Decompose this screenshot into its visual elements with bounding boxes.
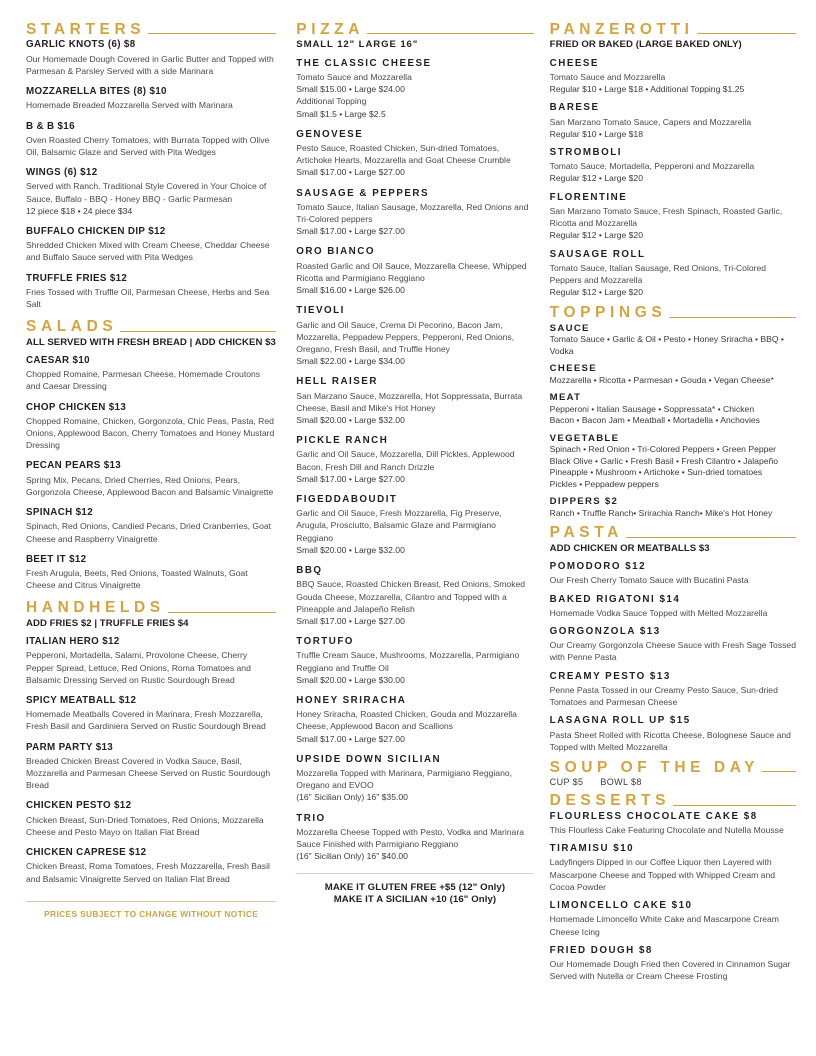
section-header-desserts [550,793,796,809]
menu-item-italian-hero[interactable] [26,636,276,686]
item-description: Spring Mix, Pecans, Dried Cherries, Red Onions, Pears, Gorgonzola Cheese, Applewood Bacon and Balsamic Vinaigrette [26,474,274,497]
menu-item-spinach[interactable] [26,507,276,545]
menu-item-pickle-ranch[interactable] [296,435,533,485]
toppings-category: CHEESE [549,363,597,375]
menu-column-middle [288,22,541,907]
toppings-list: Pickles • Peppadew peppers [549,478,659,489]
item-description: Served with Ranch. Traditional Style Covered in Your Choice of Sauce, Buffalo - BBQ - Honey BBQ - Garlic Parmesan [26,181,267,204]
item-name: GARLIC KNOTS (6) $8 [26,39,136,51]
section-title: PASTA [549,524,623,542]
menu-item-truffle-fries[interactable] [26,273,276,311]
item-description: Homemade Limoncello White Cake and Mascarpone Cream Cheese Icing [549,914,779,937]
item-name: TORTUFO [296,636,354,648]
menu-item-buffalo-chicken-dip[interactable] [26,226,276,264]
toppings-group-dippers [550,496,796,519]
item-description: San Marzano Sauce, Mozzarella, Hot Soppressata, Burrata Cheese, Basil and Mike's Hot Honey [296,390,523,413]
item-description: Our Homemade Dough Fried then Covered in Cinnamon Sugar Served with Nutella or Cream Cheese Frosting [549,958,791,982]
menu-item-gorgonzola[interactable] [550,626,796,664]
menu-item-honey-sriracha[interactable] [296,695,533,745]
item-description: Honey Sriracha, Roasted Chicken, Gouda and Mozzarella Cheese, Applewood Bacon and Scallions [296,709,517,732]
item-price: Regular $12 • Large $20 [549,287,643,298]
section-rule [120,331,276,332]
item-description: Homemade Breaded Mozzarella Served with Marinara [26,100,233,111]
section-header-starters [26,22,276,38]
section-rule [669,317,796,318]
item-name: CHICKEN CAPRESE $12 [26,847,147,859]
section-rule [762,771,796,772]
menu-item-upside-down-sicilian[interactable] [296,754,533,804]
menu-item-beet-it[interactable] [26,554,276,592]
toppings-list: Spinach • Red Onion • Tri-Colored Peppers • Green Pepper [549,444,777,455]
toppings-group-meat [550,392,796,427]
section-header-pasta [550,525,796,541]
pizza-modifier-notes [296,873,533,908]
toppings-group-vegetable [550,433,796,491]
item-description: Roasted Garlic and Oil Sauce, Mozzarella Cheese, Whipped Ricotta and Parmigiano Reggiano [296,260,527,283]
section-title: HANDHELDS [26,599,165,617]
section-title: SOUP OF THE DAY [549,758,760,776]
item-description: Penne Pasta Tossed in our Creamy Pesto Sauce, Sun-dried Tomatoes and Parmesan Cheese [549,684,778,708]
item-description: Tomato Sauce, Italian Sausage, Red Onions, Tri-Colored Peppers and Mozzarella [549,262,767,285]
item-name: CHOP CHICKEN $13 [26,401,127,413]
item-name: B & B $16 [26,120,75,132]
item-name: HONEY SRIRACHA [296,694,407,706]
item-description: Shredded Chicken Mixed with Cream Cheese, Cheddar Cheese and Buffalo Sauce served with Pita Wedges [26,240,270,263]
item-price: Small $17.00 • Large $27.00 [296,473,405,484]
item-name: FLORENTINE [549,191,628,203]
item-name: CREAMY PESTO $13 [549,670,671,682]
section-rule [697,33,796,34]
menu-item-panzerotti-cheese[interactable] [550,58,796,96]
item-price: Regular $10 • Large $18 [549,128,643,139]
item-description: San Marzano Tomato Sauce, Fresh Spinach, Roasted Garlic, Ricotta and Mozzarella [549,205,783,229]
item-description: Mozzarella Topped with Marinara, Parmigiano Reggiano, Oregano and EVOO [296,768,513,791]
item-name: POMODORO $12 [549,561,647,573]
menu-item-garlic-knots[interactable] [26,39,276,77]
section-subtitle: ALL SERVED WITH FRESH BREAD | ADD CHICKEN $3 [26,336,276,348]
item-description: Homemade Vodka Sauce Topped with Melted Mozzarella [549,607,768,618]
menu-item-chicken-caprese[interactable] [26,847,276,885]
item-description: Fries Tossed with Truffle Oil, Parmesan Cheese, Herbs and Sea Salt [26,286,270,310]
toppings-category: SAUCE [549,322,590,334]
item-name: ORO BIANCO [296,246,375,258]
item-name: SAUSAGE & PEPPERS [296,187,430,199]
menu-column-right [542,22,802,989]
menu-item-fried-dough[interactable] [550,945,796,983]
item-description: Pesto Sauce, Roasted Chicken, Sun-dried Tomatoes, Artichoke Hearts, Mozzarella and Goat Cheese Crumble [296,143,511,166]
section-header-toppings [550,305,796,321]
section-header-soup-of-the-day [550,760,796,776]
item-description: Truffle Cream Sauce, Mushrooms, Mozzarella, Parmigiano Reggiano and Truffle Oil [296,650,520,673]
section-rule [168,612,277,613]
toppings-list: Pepperoni • Italian Sausage • Soppressata* • Chicken [549,403,755,414]
item-price: Small $17.00 • Large $27.00 [296,733,405,744]
item-name: LIMONCELLO CAKE $10 [549,900,693,912]
item-name: MOZZARELLA BITES (8) $10 [26,86,167,98]
item-price: Small $17.00 • Large $27.00 [296,167,405,178]
item-description: This Flourless Cake Featuring Chocolate and Nutella Mousse [549,825,784,836]
section-rule [626,537,796,538]
menu-item-pomodoro[interactable] [550,561,796,586]
item-price: Small $17.00 • Large $27.00 [296,226,405,237]
menu-item-oro-bianco[interactable] [296,246,533,296]
section-rule [367,33,534,34]
section-title: STARTERS [26,21,146,38]
item-description: BBQ Sauce, Roasted Chicken Breast, Red Onions, Smoked Gouda Cheese, Mozzarella, Cilantro and Topped with a Pineapple and Jalapeño Relish [296,579,526,614]
item-price: Regular $12 • Large $20 [549,230,643,241]
menu-item-sausage-and-peppers[interactable] [296,188,533,238]
item-description: Chopped Romaine, Parmesan Cheese, Homemade Croutons and Caesar Dressing [26,369,261,392]
item-description: Our Creamy Gorgonzola Cheese Sauce with Fresh Sage Tossed with Penne Pasta [549,640,796,663]
item-description: Ladyfingers Dipped in our Coffee Liquor then Layered with Mascarpone Cheese and Topped with Whipped Cream and Cocoa Powder [549,857,775,892]
item-name: GENOVESE [296,128,364,140]
item-description: Tomato Sauce and Mozzarella [549,71,666,82]
item-name: FLOURLESS CHOCOLATE CAKE $8 [549,810,758,822]
menu-column-left [14,22,288,919]
toppings-list: Ranch • Truffle Ranch• Srirachia Ranch• Mike's Hot Honey [549,507,773,518]
item-name: BARESE [549,102,600,114]
item-description: Chicken Breast, Roma Tomatoes, Fresh Mozzarella, Fresh Basil and Balsamic Vinaigrette Served on Italian Flat Bread [26,861,270,884]
toppings-list: Mozzarella • Ricotta • Parmesan • Gouda • Vegan Cheese* [549,374,774,385]
item-price: (16" Sicilian Only) 16" $35.00 [296,792,408,803]
menu-item-sausage-roll[interactable] [550,249,796,299]
item-name: LASAGNA ROLL UP $15 [549,715,691,727]
item-description: Chicken Breast, Sun-Dried Tomatoes, Red Onions, Mozzarella Cheese and Pesto Mayo on Italian Flat Bread [26,814,264,837]
toppings-group-cheese [550,363,796,386]
item-name: FRIED DOUGH $8 [549,944,653,956]
section-subtitle: ADD CHICKEN OR MEATBALLS $3 [549,542,710,554]
section-header-pizza [296,22,533,38]
item-description: Fresh Arugula, Beets, Red Onions, Toasted Walnuts, Goat Cheese and Citrus Vinaigrette [26,568,248,591]
item-name: PECAN PEARS $13 [26,460,122,472]
soup-sizes [550,777,796,787]
item-name: BUFFALO CHICKEN DIP $12 [26,225,166,237]
item-price: Small $17.00 • Large $27.00 [296,615,405,626]
menu-item-spicy-meatball[interactable] [26,695,276,733]
item-name: BBQ [296,565,323,577]
section-header-salads [26,319,276,335]
menu-item-chop-chicken[interactable] [26,402,276,452]
item-description: Homemade Meatballs Covered in Marinara, Fresh Mozzarella, Fresh Basil and Gardiniera Served on Rustic Sourdough Bread [26,709,266,732]
item-name: SAUSAGE ROLL [549,248,646,260]
item-description: Tomato Sauce, Italian Sausage, Mozzarella, Red Onions and Tri-Colored peppers [296,201,529,225]
item-name: UPSIDE DOWN SICILIAN [296,753,442,765]
menu-item-classic-cheese[interactable] [296,58,533,120]
item-price: Small $16.00 • Large $26.00 [296,285,405,296]
item-name: TRUFFLE FRIES $12 [26,272,128,284]
item-price: Small $20.00 • Large $32.00 [296,544,405,555]
menu-item-tiramisu[interactable] [550,843,796,893]
item-name: SPICY MEATBALL $12 [26,694,137,706]
item-name: BEET IT $12 [26,553,87,565]
menu-item-figeddaboudit[interactable] [296,494,533,556]
item-name: BAKED RIGATONI $14 [549,593,681,605]
section-rule [673,805,796,806]
item-name: HELL RAISER [296,376,378,388]
menu-item-b-and-b[interactable] [26,121,276,159]
menu-item-tortufo[interactable] [296,636,533,686]
toppings-list: Bacon • Bacon Jam • Meatball • Mortadella • Anchovies [549,415,760,426]
toppings-category: DIPPERS $2 [549,496,619,508]
item-description: Spinach, Red Onions, Candied Pecans, Dried Cranberries, Goat Cheese and Raspberry Vinaigrette [26,521,272,544]
toppings-list: Black Olive • Garlic • Fresh Basil • Fresh Cilantro • Jalapeño [549,455,779,466]
item-name: SPINACH $12 [26,507,94,519]
item-name: THE CLASSIC CHEESE [296,57,432,69]
item-name: CHEESE [549,57,599,69]
menu-item-mozzarella-bites[interactable] [26,86,276,111]
section-title: SALADS [26,318,118,336]
menu-item-chicken-pesto[interactable] [26,800,276,838]
item-name: PARM PARTY $13 [26,741,114,753]
toppings-list: Tomato Sauce • Garlic & Oil • Pesto • Honey Sriracha • BBQ • Vodka [549,334,784,356]
item-description: Mozzarella Cheese Topped with Pesto, Vodka and Marinara Sauce Finished with Parmigiano Reggiano [296,826,524,850]
item-price: (16" Sicilian Only) 16" $40.00 [296,851,408,862]
item-additional-topping-price: Small $1.5 • Large $2.5 [296,108,386,119]
prices-subject-to-change-note: PRICES SUBJECT TO CHANGE WITHOUT NOTICE [26,901,276,919]
item-description: Our Homemade Dough Covered in Garlic Butter and Topped with Parmesan & Parsley Served with a side Marinara [26,53,274,76]
toppings-category: VEGETABLE [549,432,620,444]
item-price: Small $15.00 • Large $24.00 [296,84,405,95]
item-description: Oven Roasted Cherry Tomatoes, with Burrata Topped with Olive Oil, Balsamic Glaze and Served with Pita Wedges [26,134,270,157]
item-description: Pasta Sheet Rolled with Ricotta Cheese, Bolognese Sauce and Topped with Melted Mozzarella [549,729,791,752]
menu-item-tievoli[interactable] [296,305,533,367]
item-name: TRIO [296,812,326,824]
section-title: DESSERTS [549,792,671,810]
item-name: TIEVOLI [296,305,345,317]
soup-cup-price: CUP $5 [549,777,584,788]
menu-item-lasagna-roll-up[interactable] [550,715,796,753]
item-description: Garlic and Oil Sauce, Crema Di Pecorino, Bacon Jam, Mozzarella, Peppadew Peppers, Pepperoni, Red Onions, Oregano, Fresh Basil, and Truffle Honey [296,319,515,354]
item-name: CHICKEN PESTO $12 [26,800,132,812]
item-description: Tomato Sauce, Mortadella, Pepperoni and Mozzarella [549,161,755,172]
soup-bowl-price: BOWL $8 [600,777,642,788]
menu-item-barese[interactable] [550,102,796,140]
gluten-free-note: MAKE IT GLUTEN FREE +$5 (12" Only) [324,881,506,893]
item-description: Garlic and Oil Sauce, Mozzarella, Dill Pickles, Applewood Bacon, Fresh Dill and Ranch Drizzle [296,449,515,472]
item-description: Tomato Sauce and Mozzarella [296,71,412,82]
item-name: PICKLE RANCH [296,435,389,447]
section-subtitle: SMALL 12" LARGE 16" [296,39,419,51]
menu-columns [14,22,802,1042]
menu-item-stromboli[interactable] [550,147,796,185]
section-header-handhelds [26,600,276,616]
menu-item-parm-party[interactable] [26,742,276,792]
section-title: PANZEROTTI [549,21,694,38]
item-name: FIGEDDABOUDIT [296,494,398,506]
item-price: Regular $10 • Large $18 • Additional Topping $1.25 [549,84,745,95]
menu-item-trio[interactable] [296,813,533,863]
toppings-category: MEAT [549,392,582,404]
menu-item-bbq[interactable] [296,565,533,627]
item-name: TIRAMISU $10 [549,843,635,855]
menu-item-pecan-pears[interactable] [26,460,276,498]
item-price: Small $22.00 • Large $34.00 [296,356,405,367]
toppings-group-sauce [550,323,796,358]
section-header-panzerotti [550,22,796,38]
menu-item-hell-raiser[interactable] [296,376,533,426]
section-subtitle: FRIED OR BAKED (LARGE BAKED ONLY) [549,39,742,51]
item-additional-topping-label: Additional Topping [296,96,367,107]
section-rule [148,33,276,34]
section-title: PIZZA [296,21,365,38]
menu-item-baked-rigatoni[interactable] [550,594,796,619]
item-price: 12 piece $18 • 24 piece $34 [26,205,133,216]
item-description: Breaded Chicken Breast Covered in Vodka Sauce, Basil, Mozzarella and Parmesan Cheese Served on Rustic Sourdough Bread [26,755,271,791]
menu-item-flourless-chocolate-cake[interactable] [550,811,796,836]
item-name: GORGONZOLA $13 [549,626,661,638]
menu-item-wings[interactable] [26,167,276,217]
section-title: TOPPINGS [549,304,667,322]
menu-item-florentine[interactable] [550,192,796,242]
item-name: WINGS (6) $12 [26,167,98,179]
item-description: Garlic and Oil Sauce, Fresh Mozzarella, Fig Preserve, Arugula, Prosciutto, Balsamic Glaze and Parmigiano Reggiano [296,508,502,543]
item-name: CAESAR $10 [26,355,90,366]
item-price: Small $20.00 • Large $32.00 [296,415,405,425]
menu-item-genovese[interactable] [296,129,533,179]
menu-item-creamy-pesto[interactable] [550,671,796,709]
menu-item-limoncello-cake[interactable] [550,900,796,938]
item-description: Chopped Romaine, Chicken, Gorgonzola, Chic Peas, Pasta, Red Onions, Applewood Bacon, Cherry Tomatoes and Honey Mustard Dressing [26,415,275,451]
item-description: Pepperoni, Mortadella, Salami, Provolone Cheese, Cherry Pepper Spread, Lettuce, Red Onions, Roma Tomatoes and Balsamic Dressing Served on Rustic Sourdough Bread [26,650,251,685]
item-name: STROMBOLI [549,147,622,159]
section-subtitle: ADD FRIES $2 | TRUFFLE FRIES $4 [26,617,189,629]
item-description: San Marzano Tomato Sauce, Capers and Mozzarella [549,116,752,127]
menu-item-caesar[interactable] [26,355,276,393]
sicilian-note: MAKE IT A SICILIAN +10 (16" Only) [333,894,497,906]
toppings-list: Pineapple • Mushroom • Artichoke • Sun-dried tomatoes [549,467,763,478]
item-price: Regular $12 • Large $20 [549,173,643,184]
item-description: Our Fresh Cherry Tomato Sauce with Bucatini Pasta [549,575,749,586]
item-price: Small $20.00 • Large $30.00 [296,674,405,685]
item-name: ITALIAN HERO $12 [26,636,120,648]
